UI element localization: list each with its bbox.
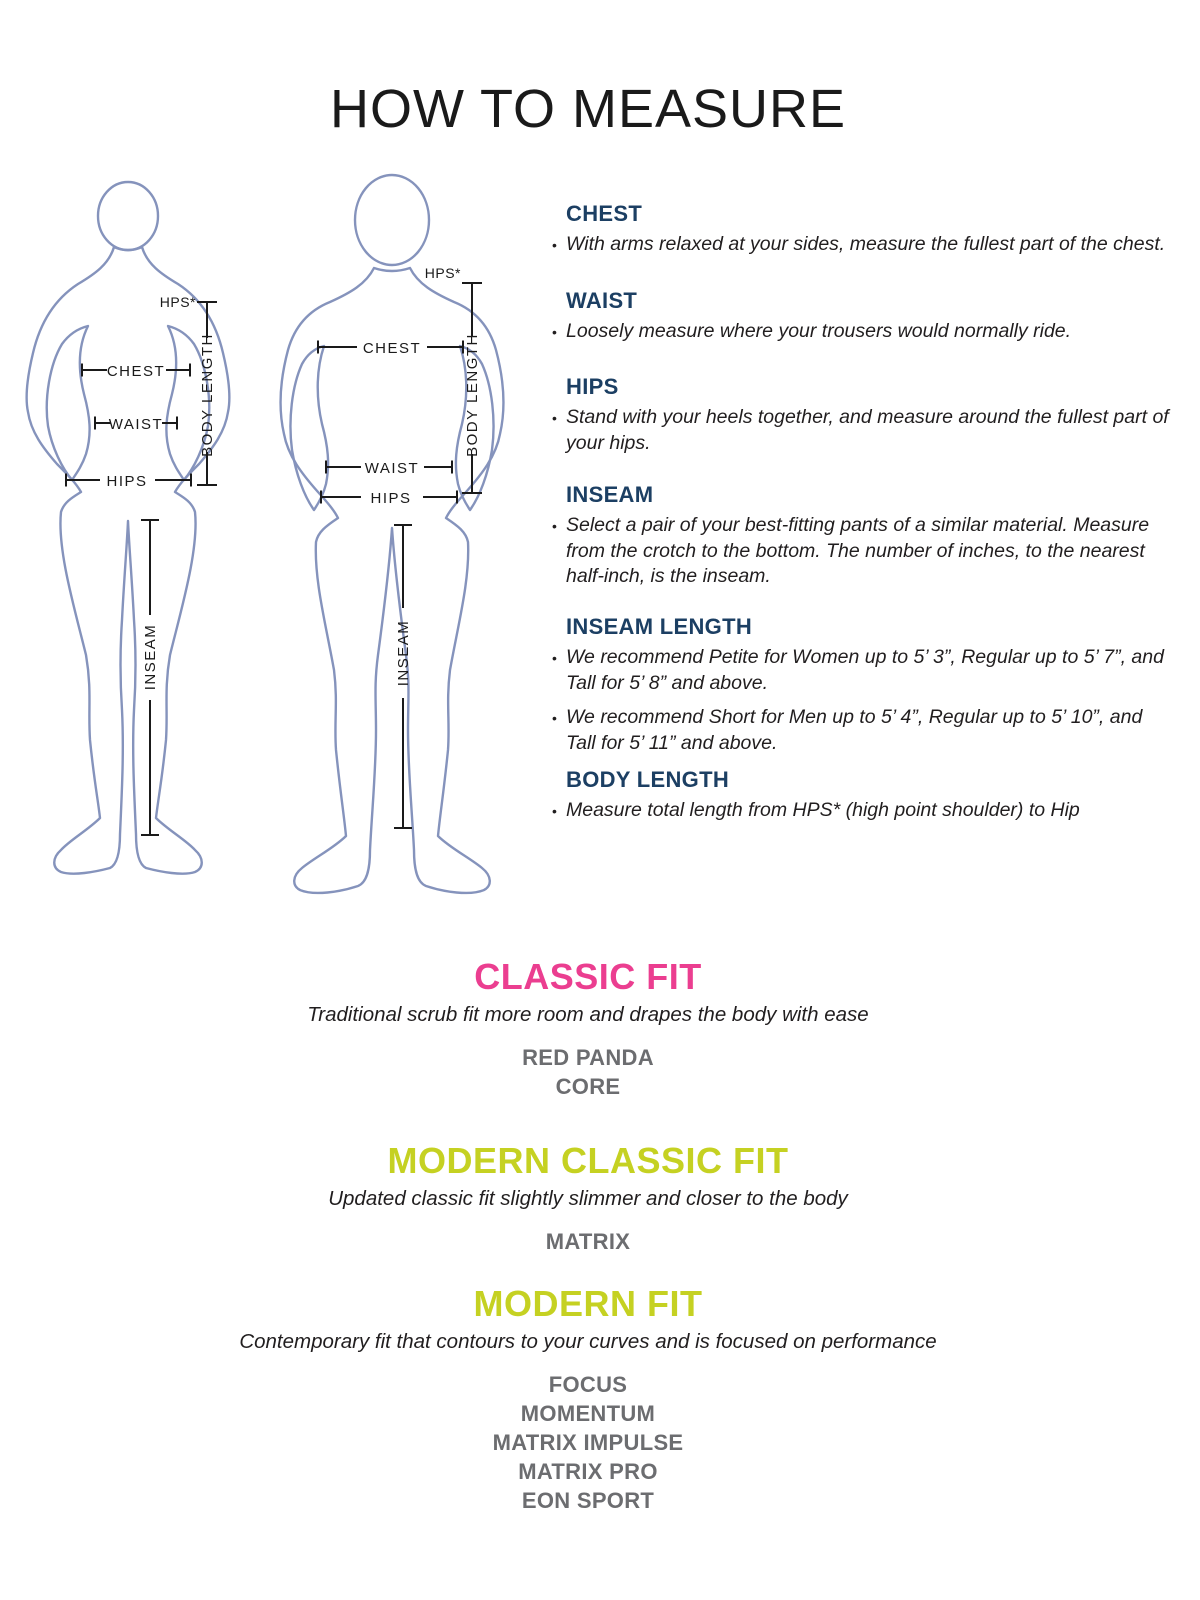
bullet-dot: • [552,803,557,819]
section-body-length-heading: BODY LENGTH [566,767,730,792]
section-hips-bullet: • Stand with your heels together, and measure around the fullest part of your hips. [552,405,1174,456]
section-chest [552,201,1174,262]
measurement-diagram [0,150,560,910]
male-chest-measure [318,340,463,357]
female-head-outline [98,182,158,250]
section-chest-heading: CHEST [566,201,643,226]
section-body-length [552,767,1174,828]
section-inseam [552,482,1174,594]
classic-fit-section [0,956,1176,1101]
male-waist-label: WAIST [364,460,420,477]
male-body-length-label: BODY LENGTH [464,333,481,457]
classic-fit-products [0,1043,1176,1101]
modern-fit-description: Contemporary fit that contours to your curves and is focused on performance [239,1330,937,1353]
female-body-length-measure [160,294,217,485]
male-hips-label: HIPS [370,490,412,507]
bullet-dot: • [552,324,557,340]
section-body-length-bullet: • Measure total length from HPS* (high point shoulder) to Hip [552,798,1174,824]
section-waist-heading: WAIST [566,288,638,313]
female-hps-label: HPS* [159,294,196,310]
female-waist-measure [95,416,177,433]
bullet-dot: • [552,237,557,253]
product-line: MOMENTUM [520,1401,656,1426]
section-waist-bullet: • Loosely measure where your trousers would normally ride. [552,319,1174,345]
page-title: HOW TO MEASURE [329,79,847,140]
modern-classic-fit-products [0,1227,1176,1256]
bullet-dot: • [552,410,557,426]
section-inseam-bullet: • Select a pair of your best-fitting pants of a similar material. Measure from the crotch to the bottom. The number of inches, to the nearest half-inch, is the inseam. [552,513,1174,590]
male-figure [281,175,504,893]
female-inseam-measure [141,520,159,835]
modern-classic-fit-title: MODERN CLASSIC FIT [387,1140,789,1181]
bullet-dot: • [552,650,557,666]
section-chest-bullet: • With arms relaxed at your sides, measure the fullest part of the chest. [552,232,1174,258]
product-line: MATRIX PRO [518,1459,658,1484]
female-body-length-label: BODY LENGTH [199,333,216,457]
section-hips-heading: HIPS [566,374,619,399]
male-body-length-measure [425,265,482,493]
male-left-arm-gap-outline [290,346,328,510]
section-inseam-length-bullet-women: • We recommend Petite for Women up to 5’ 3”, Regular up to 5’ 7”, and Tall for 5’ 8” and above. [552,645,1174,696]
female-inseam-label: INSEAM [142,623,159,691]
section-inseam-length-heading: INSEAM LENGTH [566,614,753,639]
female-left-arm-gap-outline [47,326,90,480]
section-inseam-length [552,614,1174,761]
section-inseam-heading: INSEAM [566,482,654,507]
classic-fit-description: Traditional scrub fit more room and drapes the body with ease [307,1003,869,1026]
modern-classic-fit-description: Updated classic fit slightly slimmer and closer to the body [328,1187,848,1210]
female-hips-measure [66,473,191,490]
male-waist-measure [326,460,452,477]
product-line: CORE [555,1074,621,1099]
female-chest-label: CHEST [106,363,166,380]
modern-fit-products [0,1370,1176,1515]
product-line: FOCUS [548,1372,628,1397]
section-waist [552,288,1174,349]
section-hips [552,374,1174,460]
bullet-dot: • [552,710,557,727]
bullet-dot: • [552,518,557,534]
female-figure [27,182,230,874]
male-hps-label: HPS* [424,265,461,281]
classic-fit-title: CLASSIC FIT [474,956,702,997]
male-inseam-label: INSEAM [395,619,412,687]
male-chest-label: CHEST [362,340,422,357]
male-head-outline [355,175,429,265]
modern-fit-title: MODERN FIT [473,1283,703,1324]
female-hips-label: HIPS [106,473,148,490]
male-hips-measure [321,490,457,507]
section-inseam-length-bullet-men: • We recommend Short for Men up to 5’ 4”, Regular up to 5’ 10”, and Tall for 5’ 11” and above. [552,705,1174,756]
product-line: RED PANDA [522,1045,654,1070]
modern-classic-fit-section [0,1140,1176,1256]
female-chest-measure [82,363,190,380]
product-line: MATRIX [545,1229,631,1254]
modern-fit-section [0,1283,1176,1515]
product-line: EON SPORT [521,1488,655,1513]
product-line: MATRIX IMPULSE [492,1430,684,1455]
female-waist-label: WAIST [108,416,164,433]
